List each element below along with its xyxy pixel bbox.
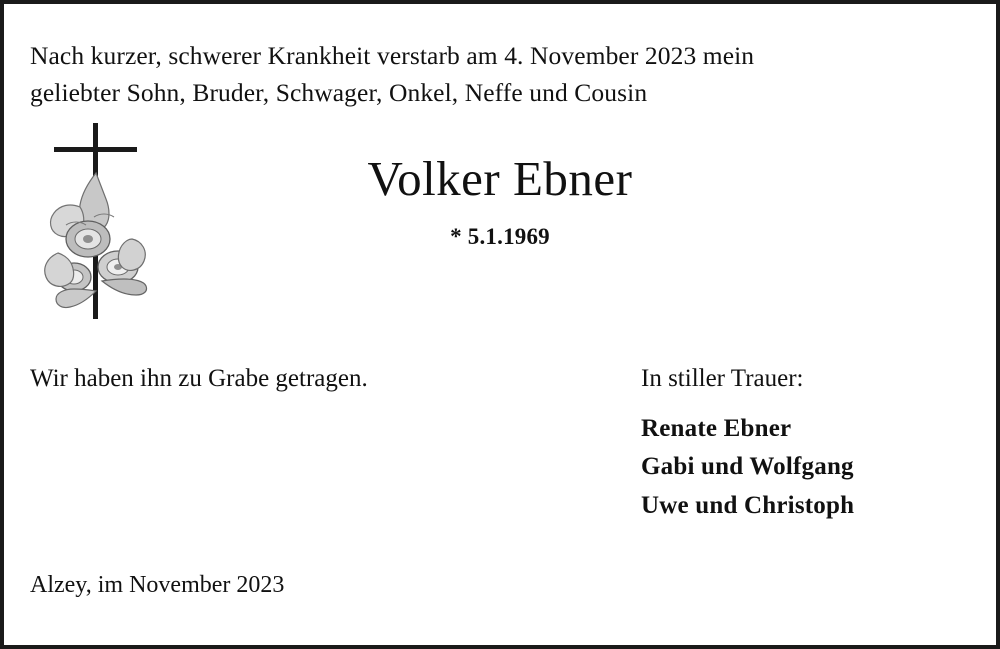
- deceased-name: Volker Ebner: [367, 151, 633, 207]
- intro-paragraph: [28, 38, 972, 111]
- emblem-and-name-row: [28, 111, 972, 361]
- mourner-name: Gabi und Wolfgang: [641, 453, 854, 481]
- mourner-name: Renate Ebner: [641, 414, 792, 442]
- mourners-title: In stiller Trauer:: [641, 365, 804, 393]
- intro-line-1: Nach kurzer, schwerer Krankheit verstarb am 4. November 2023 mein: [30, 41, 755, 70]
- place-and-date: Alzey, im November 2023: [30, 572, 285, 598]
- burial-text: Wir haben ihn zu Grabe getragen.: [30, 365, 368, 393]
- mourner-name: Uwe und Christoph: [641, 491, 855, 519]
- mourners-block: [641, 363, 854, 525]
- lower-section: [28, 363, 972, 553]
- name-block: [208, 153, 792, 249]
- intro-line-2: geliebter Sohn, Bruder, Schwager, Onkel, Neffe und Cousin: [30, 77, 648, 107]
- cross-with-flowers-emblem: [36, 121, 176, 336]
- birth-date: * 5.1.1969: [450, 223, 550, 249]
